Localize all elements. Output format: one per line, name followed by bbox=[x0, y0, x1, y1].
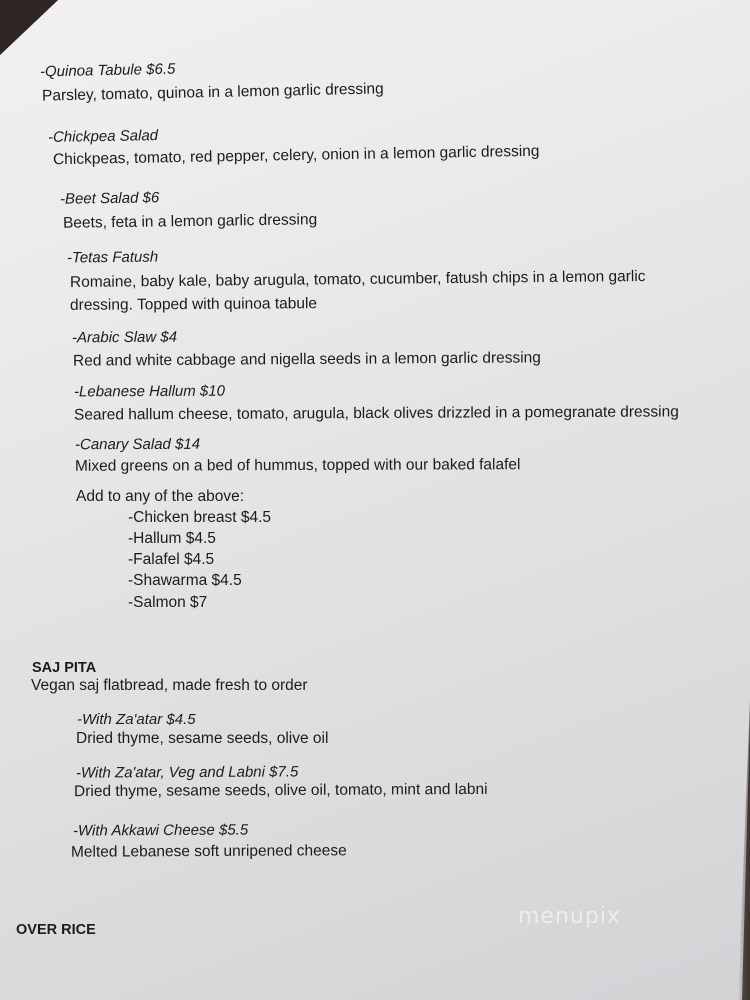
menu-item-name: -With Za'atar, Veg and Labni $7.5 bbox=[75, 763, 299, 782]
menu-item-desc: Dried thyme, sesame seeds, olive oil, tomato, mint and labni bbox=[73, 780, 488, 801]
addon-item: -Chicken breast $4.5 bbox=[128, 509, 272, 526]
menu-item-name: -Chickpea Salad bbox=[47, 127, 159, 146]
menu-item-name: -Lebanese Hallum $10 bbox=[73, 382, 225, 401]
menu-item-name: -Beet Salad $6 bbox=[59, 189, 160, 208]
menu-item-desc: Beets, feta in a lemon garlic dressing bbox=[62, 211, 318, 232]
section-subtitle: Vegan saj flatbread, made fresh to order bbox=[31, 677, 308, 694]
menu-item-desc: Mixed greens on a bed of hummus, topped with our baked falafel bbox=[74, 456, 521, 475]
section-heading-saj-pita: SAJ PITA bbox=[32, 660, 97, 676]
menu-item-desc: Seared hallum cheese, tomato, arugula, black olives drizzled in a pomegranate dressing bbox=[73, 403, 679, 424]
menu-item-desc: Parsley, tomato, quinoa in a lemon garlic dressing bbox=[41, 80, 384, 105]
addon-item: -Shawarma $4.5 bbox=[128, 572, 242, 589]
menu-item-desc: Melted Lebanese soft unripened cheese bbox=[70, 842, 347, 861]
watermark: menupix bbox=[518, 904, 621, 929]
menu-item-desc: Chickpeas, tomato, red pepper, celery, onion in a lemon garlic dressing bbox=[52, 142, 540, 169]
menu-item-name: -Tetas Fatush bbox=[66, 248, 159, 267]
menu-item-name: -With Akkawi Cheese $5.5 bbox=[72, 821, 249, 840]
menu-item-desc: Dried thyme, sesame seeds, olive oil bbox=[76, 730, 329, 747]
menu-item-desc: dressing. Topped with quinoa tabule bbox=[69, 295, 318, 314]
menu-item-desc: Romaine, baby kale, baby arugula, tomato, cucumber, fatush chips in a lemon garlic bbox=[69, 267, 646, 292]
addon-item: -Salmon $7 bbox=[128, 594, 208, 611]
menu-item-desc: Red and white cabbage and nigella seeds in a lemon garlic dressing bbox=[72, 349, 541, 370]
addons-title: Add to any of the above: bbox=[76, 488, 245, 505]
menu-item-name: -Quinoa Tabule $6.5 bbox=[39, 60, 176, 81]
addon-item: -Hallum $4.5 bbox=[128, 530, 216, 547]
menu-item-name: -Arabic Slaw $4 bbox=[71, 328, 178, 347]
addon-item: -Falafel $4.5 bbox=[128, 551, 215, 568]
section-heading-over-rice: OVER RICE bbox=[16, 922, 96, 938]
menu-item-name: -Canary Salad $14 bbox=[74, 435, 201, 454]
menu-item-name: -With Za'atar $4.5 bbox=[77, 711, 196, 728]
